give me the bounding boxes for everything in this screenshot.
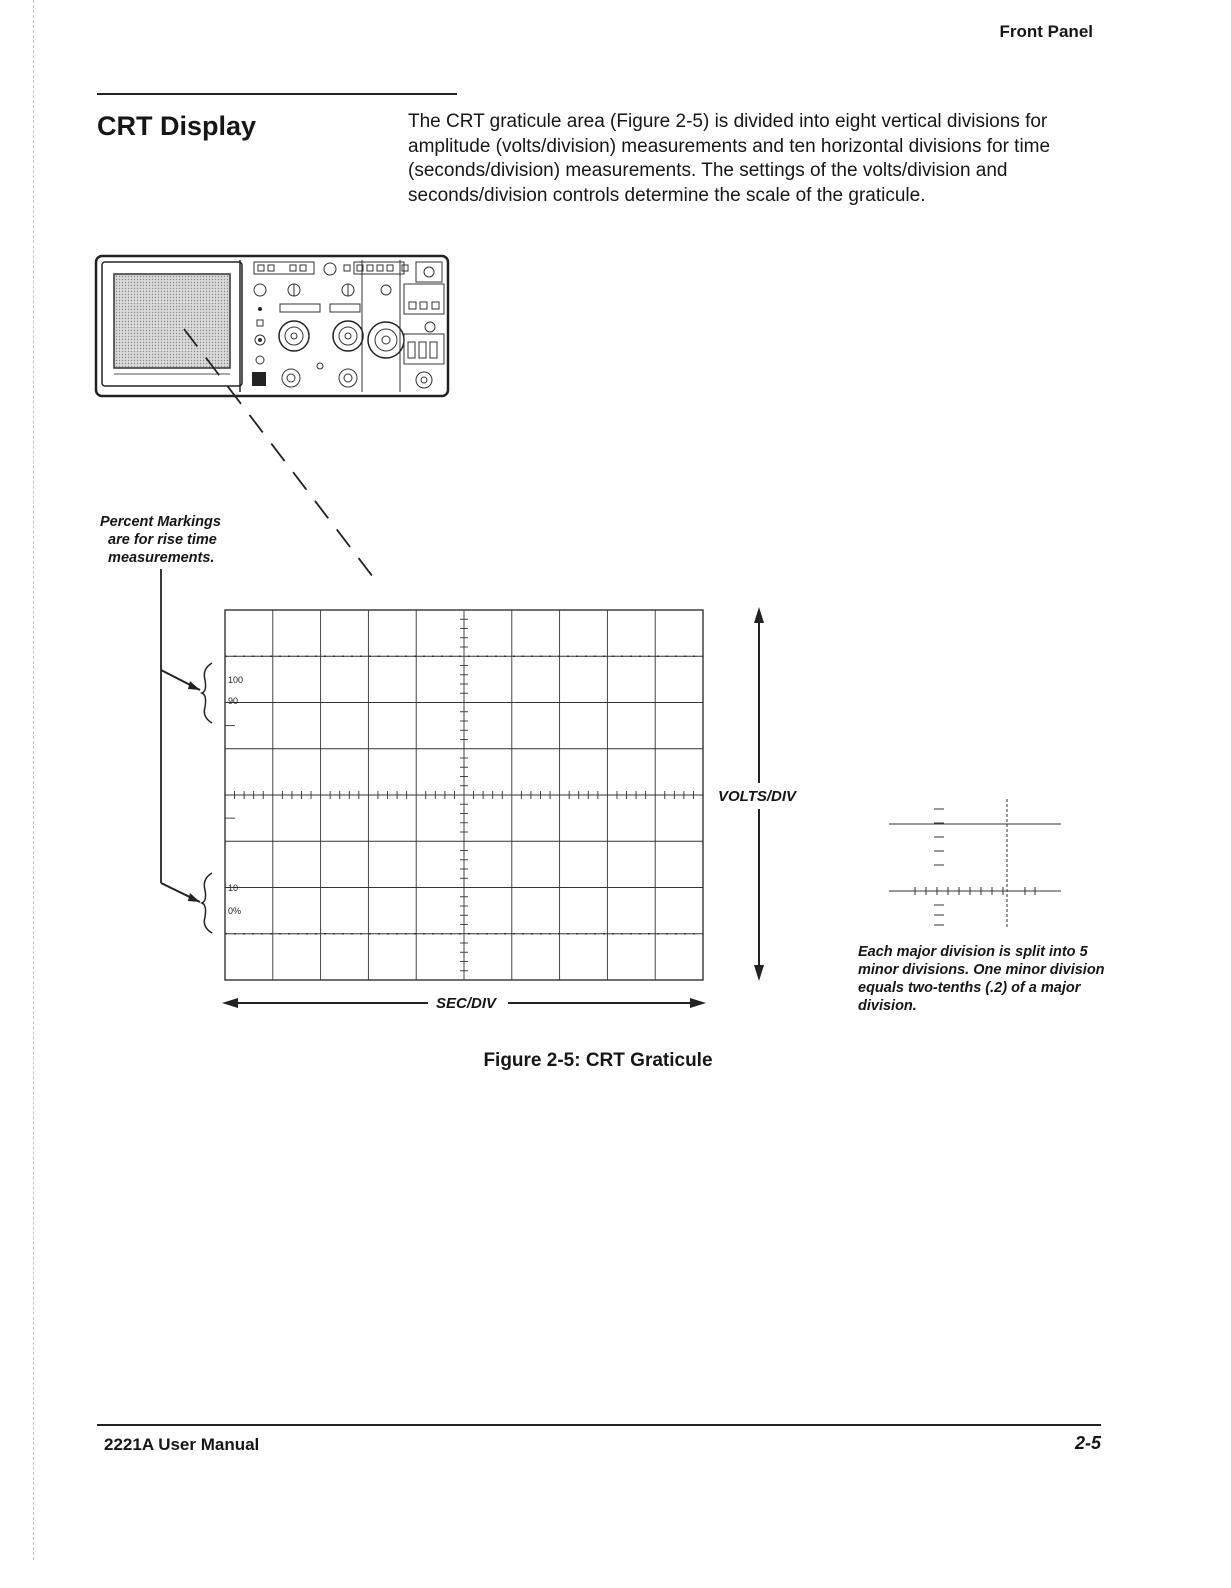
- volts-div-label: VOLTS/DIV: [718, 788, 797, 805]
- footer-manual-title: 2221A User Manual: [104, 1435, 260, 1454]
- percent-label-0: 0%: [228, 906, 242, 916]
- sec-div-label: SEC/DIV: [436, 995, 497, 1012]
- page-number: 2-5: [1074, 1433, 1101, 1453]
- minor-division-detail: [885, 795, 1065, 930]
- percent-label-90: 90: [228, 696, 239, 706]
- percent-label-100: 100: [228, 675, 244, 685]
- intro-paragraph: The CRT graticule area (Figure 2-5) is divided into eight vertical divisions for amplitude (volts/division) measurements and ten horizontal divisions for time (seconds/division) measurements. The settings of the volts/division and seconds/division controls determine the scale of the graticule.: [408, 111, 1051, 206]
- footer-rule: [97, 1424, 1101, 1426]
- minor-division-callout: Each major division is split into 5 minor divisions. One minor division equals two-tenths (.2) of a major division.: [858, 944, 1105, 1014]
- percent-label-10: 10: [228, 883, 239, 893]
- section-title: CRT Display: [97, 111, 257, 141]
- running-header: Front Panel: [999, 22, 1093, 41]
- percent-markings-callout: Percent Markings are for rise time measurements.: [100, 514, 221, 566]
- figure-caption: Figure 2-5: CRT Graticule: [483, 1050, 713, 1071]
- section-rule: [97, 93, 457, 95]
- page-margin-line: [33, 0, 34, 1560]
- crt-graticule: [220, 605, 710, 985]
- percent-bracket-leaders: [150, 565, 220, 935]
